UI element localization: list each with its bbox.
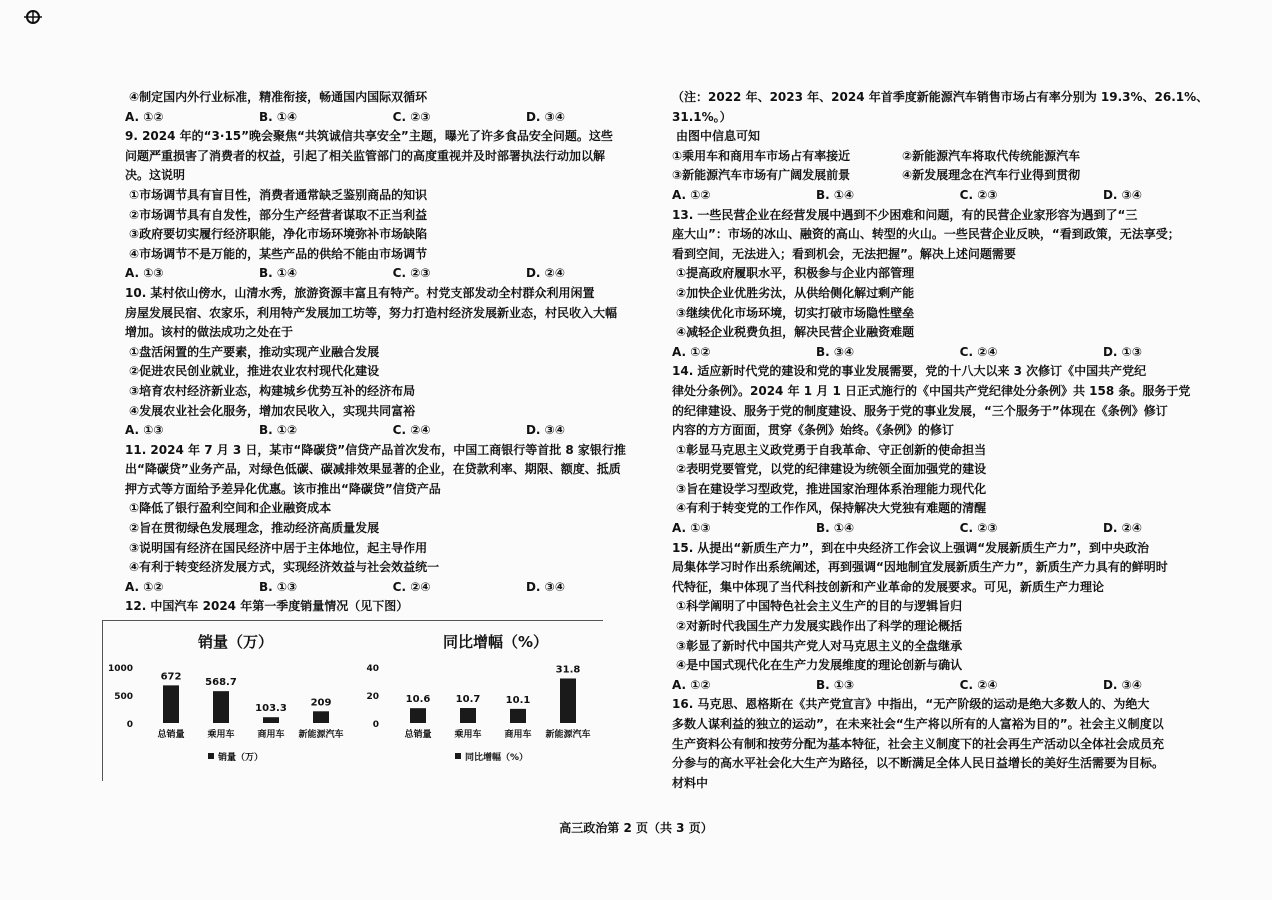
chart-title: 销量（万） xyxy=(198,633,274,651)
choice-b: B. ①④ xyxy=(259,109,298,124)
q13-stem: 座大山”：市场的冰山、融资的高山、转型的火山。一些民营企业反映，“看到政策，无法享受； xyxy=(672,227,1180,242)
data-label: 31.8 xyxy=(555,664,581,676)
q14-item: ④有利于转变党的工作作风，保持解决大党独有难题的清醒 xyxy=(676,501,987,516)
choice-c: C. ②④ xyxy=(959,677,998,692)
q10-stem: 房屋发展民宿、农家乐，利用特产发展加工坊等，努力打造村经济发展新业态，村民收入大幅 xyxy=(125,305,618,320)
q13-choices xyxy=(672,343,1142,363)
page-footer: 高三政治第 2 页（共 3 页） xyxy=(559,821,713,835)
data-label: 10.6 xyxy=(405,694,431,706)
q9-item: ③政府要切实履行经济职能，净化市场环境弥补市场缺陷 xyxy=(129,227,428,242)
q16-stem: 16. 马克思、恩格斯在《共产党宣言》中指出，“无产阶级的运动是绝大多数人的、为绝大 xyxy=(672,697,1150,712)
choice-b: B. ①④ xyxy=(259,266,298,281)
right-column xyxy=(672,88,1209,793)
x-tick-label: 乘用车 xyxy=(207,730,235,740)
choice-a: A. ①② xyxy=(672,187,711,202)
data-label: 10.1 xyxy=(505,694,531,706)
q14-item: ①彰显马克思主义政党勇于自我革命、守正创新的使命担当 xyxy=(676,442,987,457)
data-label: 672 xyxy=(160,671,182,683)
q15-item: ②对新时代我国生产力发展实践作出了科学的理论概括 xyxy=(676,619,963,634)
legend-swatch xyxy=(208,753,214,759)
q12-item: ②新能源汽车将取代传统能源汽车 xyxy=(902,148,1081,163)
q15-item: ④是中国式现代化在生产力发展维度的理论创新与确认 xyxy=(676,658,963,673)
data-label: 10.7 xyxy=(455,694,481,706)
choice-b: B. ①② xyxy=(259,423,298,438)
q12-question: 由图中信息可知 xyxy=(676,129,761,144)
q10-item: ③培育农村经济新业态，构建城乡优势互补的经济布局 xyxy=(129,383,416,398)
choice-d: D. ③④ xyxy=(1102,187,1142,202)
y-tick-label: 500 xyxy=(114,692,133,702)
q13-stem: 13. 一些民营企业在经营发展中遇到不少困难和问题，有的民营企业家形容为遇到了“三 xyxy=(672,207,1138,222)
note-line: 31.1%。） xyxy=(672,109,732,124)
choice-d: D. ②④ xyxy=(525,266,565,281)
choice-d: D. ③④ xyxy=(525,109,565,124)
chart-bar xyxy=(410,708,426,723)
q15-item: ①科学阐明了中国特色社会主义生产的目的与逻辑旨归 xyxy=(676,599,963,614)
q15-item: ③彰显了新时代中国共产党人对马克思主义的全盘继承 xyxy=(676,638,963,653)
q13-item: ②加快企业优胜劣汰，从供给侧化解过剩产能 xyxy=(676,285,915,300)
q16-stem: 多数人谋利益的独立的运动”，在未来社会“生产将以所有的人富裕为目的”。社会主义制度以 xyxy=(672,717,1164,731)
sales-chart-svg xyxy=(103,621,603,781)
y-tick-label: 40 xyxy=(366,664,379,674)
q12-item: ③新能源汽车市场有广阔发展前景 xyxy=(672,168,851,183)
q10-item: ②促进农民创业就业，推进农业农村现代化建设 xyxy=(129,364,380,379)
x-tick-label: 总销量 xyxy=(157,730,185,740)
q8-choices xyxy=(125,108,565,128)
data-label: 568.7 xyxy=(205,677,237,689)
q9-item: ①市场调节具有盲目性，消费者通常缺乏鉴别商品的知识 xyxy=(129,187,428,202)
x-tick-label: 商用车 xyxy=(257,730,285,740)
choice-d: D. ③④ xyxy=(525,579,565,594)
y-tick-label: 0 xyxy=(372,720,379,730)
chart-bar xyxy=(263,717,279,723)
q11-item: ④有利于转变经济发展方式，实现经济效益与社会效益统一 xyxy=(129,560,440,575)
q11-stem: 出“降碳贷”业务产品，对绿色低碳、碳减排效果显著的企业，在贷款利率、期限、额度、抵质 xyxy=(125,462,621,477)
q10-item: ④发展农业社会化服务，增加农民收入，实现共同富裕 xyxy=(129,403,416,418)
q8-option-line: ④制定国内外行业标准，精准衔接，畅通国内国际双循环 xyxy=(129,90,428,104)
legend-label: 销量（万） xyxy=(218,753,264,763)
q14-choices xyxy=(672,519,1142,539)
choice-d: D. ③④ xyxy=(525,423,565,438)
q12-item: ④新发展理念在汽车行业得到贯彻 xyxy=(902,168,1081,183)
choice-a: A. ①③ xyxy=(125,266,164,281)
legend-swatch xyxy=(455,753,461,759)
choice-a: A. ①② xyxy=(672,344,711,359)
q11-item: ①降低了银行盈利空间和企业融资成本 xyxy=(129,501,332,516)
q15-stem: 代特征，集中体现了当代科技创新和产业革命的发展要求。可见，新质生产力理论 xyxy=(672,579,1105,594)
q13-stem: 看到空间，无法进入；看到机会，无法把握”。解决上述问题需要 xyxy=(672,246,1016,261)
q10-stem: 增加。该村的做法成功之处在于 xyxy=(125,325,294,340)
x-tick-label: 总销量 xyxy=(404,730,432,740)
choice-a: A. ①③ xyxy=(125,423,164,438)
legend-label: 同比增幅（%） xyxy=(465,753,529,763)
q12-items-row xyxy=(672,147,1142,167)
choice-c: C. ②③ xyxy=(959,521,998,536)
sales-chart xyxy=(102,620,603,781)
chart-bar xyxy=(213,691,229,723)
q14-stem: 的纪律建设、服务于党的制度建设、服务于党的事业发展，“三个服务于”体现在《条例》修订 xyxy=(672,403,1168,418)
choice-c: C. ②④ xyxy=(959,344,998,359)
q16-stem: 生产资料公有制和按劳分配为基本特征，社会主义制度下的社会再生产活动以全体社会成员充 xyxy=(672,736,1165,751)
q10-choices xyxy=(125,421,565,441)
x-tick-label: 新能源汽车 xyxy=(298,730,344,740)
choice-b: B. ①③ xyxy=(259,579,298,594)
q14-stem: 14. 适应新时代党的建设和党的事业发展需要，党的十八大以来 3 次修订《中国共产党纪 xyxy=(672,364,1147,379)
q14-item: ②表明党要管党，以党的纪律建设为统领全面加强党的建设 xyxy=(676,462,987,477)
x-tick-label: 新能源汽车 xyxy=(545,730,591,740)
q14-stem: 律处分条例》。2024 年 1 月 1 日正式施行的《中国共产党纪律处分条例》共 158 条。服务于党 xyxy=(672,383,1191,398)
q11-stem: 11. 2024 年 7 月 3 日，某市“降碳贷”信贷产品首次发布，中国工商银行等首批 8 家银行推 xyxy=(125,442,626,457)
q14-item: ③旨在建设学习型政党，推进国家治理体系治理能力现代化 xyxy=(676,481,987,496)
y-tick-label: 20 xyxy=(366,692,379,702)
q9-stem: 问题严重损害了消费者的权益，引起了相关监管部门的高度重视并及时部署执法行动加以解 xyxy=(125,148,606,163)
choice-d: D. ③④ xyxy=(1102,677,1142,692)
registration-mark-icon xyxy=(24,8,42,26)
choice-c: C. ②③ xyxy=(392,109,431,124)
choice-c: C. ②③ xyxy=(959,187,998,202)
choice-b: B. ①④ xyxy=(816,521,855,536)
q13-item: ③继续优化市场环境，切实打破市场隐性壁垒 xyxy=(676,305,915,320)
q12-choices xyxy=(672,186,1142,206)
q9-stem: 决。这说明 xyxy=(125,168,186,183)
q9-item: ④市场调节不是万能的，某些产品的供给不能由市场调节 xyxy=(129,246,428,261)
q11-item: ②旨在贯彻绿色发展理念，推动经济高质量发展 xyxy=(129,521,380,536)
choice-a: A. ①② xyxy=(125,579,164,594)
note-line: （注：2022 年、2023 年、2024 年首季度新能源汽车销售市场占有率分别为 19.3%、26.1%、 xyxy=(672,90,1209,104)
q9-item: ②市场调节具有自发性，部分生产经营者谋取不正当利益 xyxy=(129,207,428,222)
choice-d: D. ①③ xyxy=(1102,344,1142,359)
y-tick-label: 0 xyxy=(126,720,133,730)
data-label: 209 xyxy=(310,697,332,709)
chart-title: 同比增幅（%） xyxy=(443,633,549,651)
q11-choices xyxy=(125,578,565,598)
q12-stem: 12. 中国汽车 2024 年第一季度销量情况（见下图） xyxy=(125,599,409,614)
chart-bar xyxy=(510,709,526,723)
chart-bar xyxy=(163,685,179,723)
data-label: 103.3 xyxy=(255,703,287,715)
choice-a: A. ①② xyxy=(125,109,164,124)
q14-stem: 内容的方方面面，贯穿《条例》始终。《条例》的修订 xyxy=(672,423,955,438)
left-column xyxy=(125,88,633,617)
choice-a: A. ①③ xyxy=(672,521,711,536)
choice-b: B. ③④ xyxy=(816,344,855,359)
chart-bar xyxy=(560,678,576,723)
q10-stem: 10. 某村依山傍水，山清水秀，旅游资源丰富且有特产。村党支部发动全村群众利用闲置 xyxy=(125,285,595,300)
y-tick-label: 1000 xyxy=(107,664,133,674)
q10-item: ①盘活闲置的生产要素，推动实现产业融合发展 xyxy=(129,344,380,359)
q12-item: ①乘用车和商用车市场占有率接近 xyxy=(672,148,851,163)
q15-choices xyxy=(672,676,1142,696)
q11-stem: 押方式等方面给予差异化优惠。该市推出“降碳贷”信贷产品 xyxy=(125,481,441,496)
choice-d: D. ②④ xyxy=(1102,521,1142,536)
choice-a: A. ①② xyxy=(672,677,711,692)
chart-bar xyxy=(313,711,329,723)
q12-items-row xyxy=(672,166,1142,186)
q9-choices xyxy=(125,264,565,284)
q16-stem: 分参与的高水平社会化大生产为路径，以不断满足全体人民日益增长的美好生活需要为目标。 xyxy=(672,756,1165,771)
chart-bar xyxy=(460,708,476,723)
q15-stem: 局集体学习时作出系统阐述，再到强调“因地制宜发展新质生产力”，新质生产力具有的鲜明时 xyxy=(672,560,1168,575)
choice-c: C. ②④ xyxy=(392,423,431,438)
choice-c: C. ②③ xyxy=(392,266,431,281)
q13-item: ④减轻企业税费负担，解决民营企业融资难题 xyxy=(676,325,915,340)
q16-stem: 材料中 xyxy=(672,775,709,790)
x-tick-label: 乘用车 xyxy=(454,730,482,740)
q13-item: ①提高政府履职水平，积极参与企业内部管理 xyxy=(676,266,915,281)
q9-stem: 9. 2024 年的“3·15”晚会聚焦“共筑诚信共享安全”主题，曝光了许多食品安全问题。这些 xyxy=(125,129,613,144)
q11-item: ③说明国有经济在国民经济中居于主体地位，起主导作用 xyxy=(129,540,428,555)
q15-stem: 15. 从提出“新质生产力”，到在中央经济工作会议上强调“发展新质生产力”，到中央政治 xyxy=(672,540,1149,555)
choice-c: C. ②④ xyxy=(392,579,431,594)
x-tick-label: 商用车 xyxy=(504,730,532,740)
choice-b: B. ①③ xyxy=(816,677,855,692)
choice-b: B. ①④ xyxy=(816,187,855,202)
